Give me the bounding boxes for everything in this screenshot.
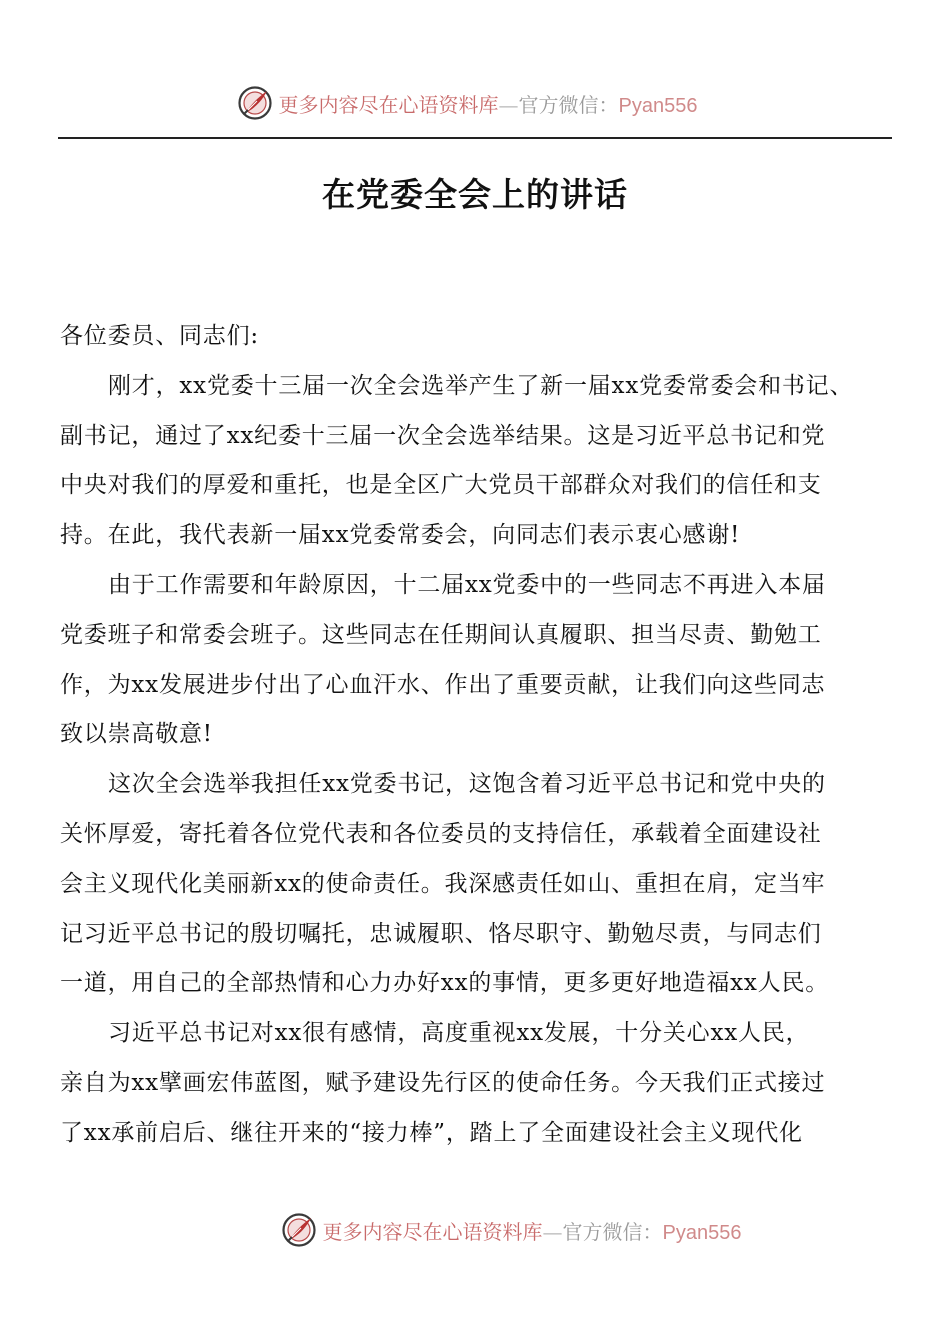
document-body <box>60 312 950 1159</box>
paragraph-line: 副书记，通过了xx纪委十三届一次全会选举结果。这是习近平总书记和党 <box>60 422 826 449</box>
paragraph-line: 亲自为xx擘画宏伟蓝图，赋予建设先行区的使命任务。今天我们正式接过 <box>60 1069 826 1096</box>
paragraph-line: 会主义现代化美丽新xx的使命责任。我深感责任如山、重担在肩，定当牢 <box>60 870 826 897</box>
paragraph-line: 由于工作需要和年龄原因，十二届xx党委中的一些同志不再进入本届 <box>108 571 826 598</box>
paragraph <box>60 561 950 760</box>
header-divider <box>58 137 892 139</box>
paragraph-line: 了xx承前启后、继往开来的“接力棒”，踏上了全面建设社会主义现代化 <box>60 1119 803 1146</box>
paragraph <box>60 760 950 1009</box>
paragraph-line: 习近平总书记对xx很有感情，高度重视xx发展，十分关心xx人民， <box>108 1020 810 1047</box>
watermark-dash: — <box>542 1219 563 1244</box>
paragraph-line: 记习近平总书记的殷切嘱托，忠诚履职、恪尽职守、勤勉尽责，与同志们 <box>60 920 822 947</box>
watermark-dash: — <box>498 92 519 117</box>
watermark-wechat-label: 官方微信： <box>562 1219 663 1244</box>
watermark-library-name: 更多内容尽在心语资料库 <box>278 92 499 117</box>
watermark-wechat-id: Pyan556 <box>618 94 698 117</box>
watermark-text <box>279 89 698 118</box>
paragraph-line: 一道，用自己的全部热情和心力办好xx的事情，更多更好地造福xx人民。 <box>60 970 830 997</box>
paragraph-line: 党委班子和常委会班子。这些同志在任期间认真履职、担当尽责、勤勉工 <box>60 621 822 648</box>
watermark-wechat-label: 官方微信： <box>518 92 619 117</box>
paragraph-line: 持。在此，我代表新一届xx党委常委会，向同志们表示衷心感谢! <box>60 522 741 549</box>
quill-logo-icon <box>237 85 273 121</box>
watermark-library-name: 更多内容尽在心语资料库 <box>322 1219 543 1244</box>
salutation: 各位委员、同志们: <box>60 323 259 349</box>
paragraph-line: 这次全会选举我担任xx党委书记，这饱含着习近平总书记和党中央的 <box>108 771 826 798</box>
footer-watermark-banner <box>36 1210 950 1250</box>
paragraph-line: 作，为xx发展进步付出了心血汗水、作出了重要贡献，让我们向这些同志 <box>60 671 826 698</box>
paragraph <box>60 1009 950 1158</box>
watermark-text <box>323 1216 742 1245</box>
paragraph-line: 关怀厚爱，寄托着各位党代表和各位委员的支持信任，承载着全面建设社 <box>60 820 822 847</box>
paragraph <box>60 362 950 561</box>
header-watermark-banner <box>0 83 942 123</box>
document-title: 在党委全会上的讲话 <box>322 175 628 214</box>
watermark-wechat-id: Pyan556 <box>662 1221 742 1244</box>
paragraph-line: 刚才，xx党委十三届一次全会选举产生了新一届xx党委常委会和书记、 <box>108 372 854 399</box>
paragraph-line: 中央对我们的厚爱和重托，也是全区广大党员干部群众对我们的信任和支 <box>60 472 822 499</box>
quill-logo-icon <box>281 1212 317 1248</box>
paragraph-line: 致以崇高敬意! <box>60 721 213 748</box>
